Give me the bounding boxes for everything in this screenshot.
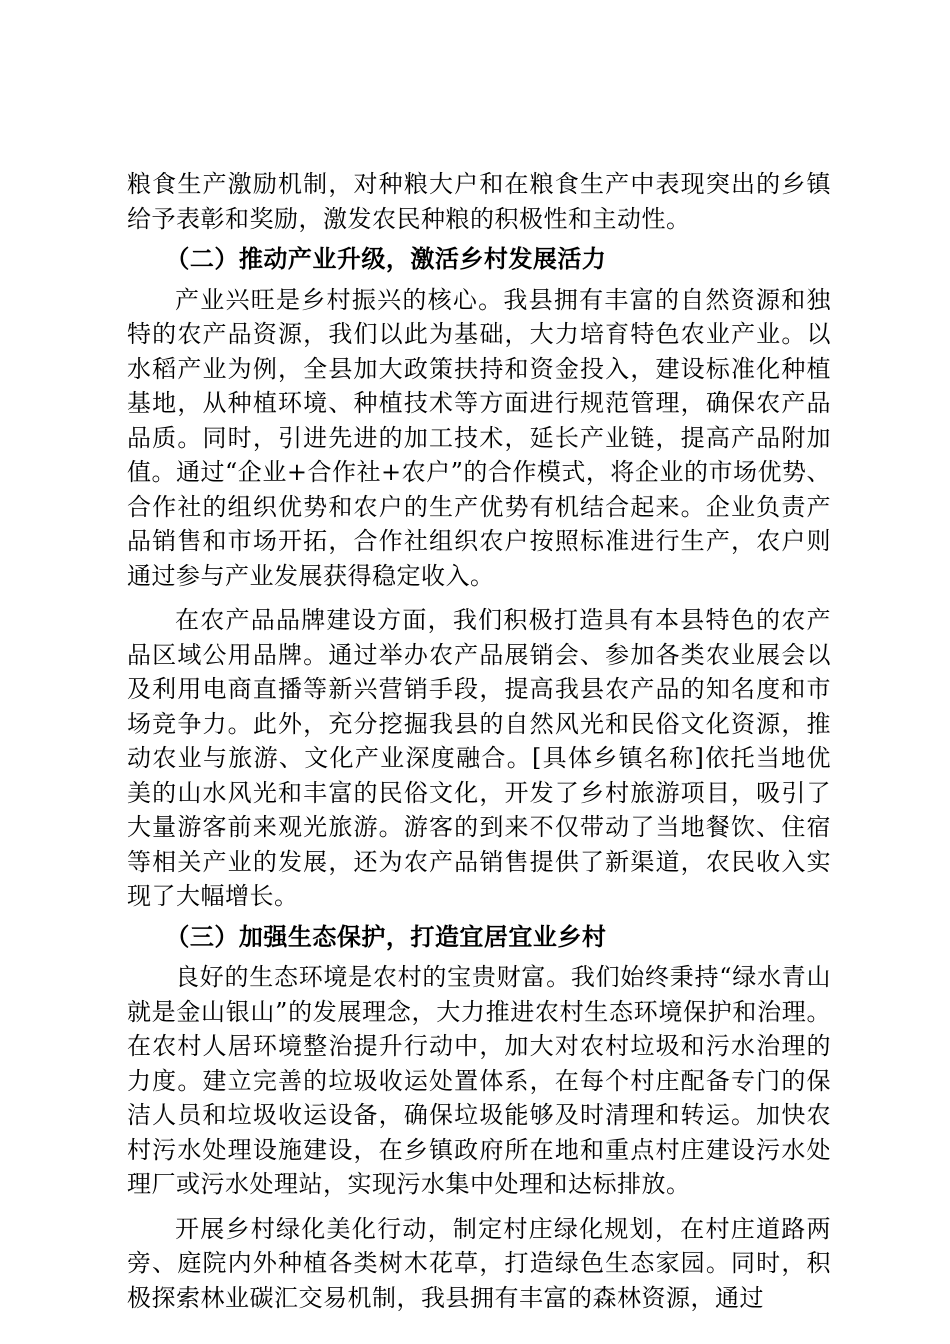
paragraph-greening-action: 开展乡村绿化美化行动，制定村庄绿化规划，在村庄道路两旁、庭院内外种植各类树木花草，打造绿色生态家园。同时，积极探索林业碳汇交易机制，我县拥有丰富的森林资源，通过 [127,1214,831,1312]
section-heading-ecological-protection: （三）加强生态保护，打造宜居宜业乡村 [165,921,607,951]
paragraph-grain-incentive: 粮食生产激励机制，对种粮大户和在粮食生产中表现突出的乡镇给予表彰和奖励，激发农民种粮的积极性和主动性。 [127,170,831,233]
paragraph-ecological-environment: 良好的生态环境是农村的宝贵财富。我们始终秉持“绿水青山就是金山银山”的发展理念，大力推进农村生态环境保护和治理。在农村人居环境整治提升行动中，加大对农村垃圾和污水治理的力度。建立完善的垃圾收运处置体系，在每个村庄配备专门的保洁人员和垃圾收运设备，确保垃圾能够及时清理和转运。加快农村污水处理设施建设，在乡镇政府所在地和重点村庄建设污水处理厂或污水处理站，实现污水集中处理和达标排放。 [127,963,831,1198]
paragraph-brand-building: 在农产品品牌建设方面，我们积极打造具有本县特色的农产品区域公用品牌。通过举办农产品展销会、参加各类农业展会以及利用电商直播等新兴营销手段，提高我县农产品的知名度和市场竞争力。此外，充分挖掘我县的自然风光和民俗文化资源，推动农业与旅游、文化产业深度融合。[具体乡镇名称]依托当地优美的山水风光和丰富的民俗文化，开发了乡村旅游项目，吸引了大量游客前来观光旅游。游客的到来不仅带动了当地餐饮、住宿等相关产业的发展，还为农产品销售提供了新渠道，农民收入实现了大幅增长。 [127,606,831,910]
paragraph-industry-prosperity: 产业兴旺是乡村振兴的核心。我县拥有丰富的自然资源和独特的农产品资源，我们以此为基础，大力培育特色农业产业。以水稻产业为例，全县加大政策扶持和资金投入，建设标准化种植基地，从种植环境、种植技术等方面进行规范管理，确保农产品品质。同时，引进先进的加工技术，延长产业链，提高产品附加值。通过“企业+合作社+农户”的合作模式，将企业的市场优势、合作社的组织优势和农户的生产优势有机结合起来。企业负责产品销售和市场开拓，合作社组织农户按照标准进行生产，农户则通过参与产业发展获得稳定收入。 [127,285,831,590]
section-heading-industry-upgrade: （二）推动产业升级，激活乡村发展活力 [165,244,607,273]
document-body [127,167,831,1315]
